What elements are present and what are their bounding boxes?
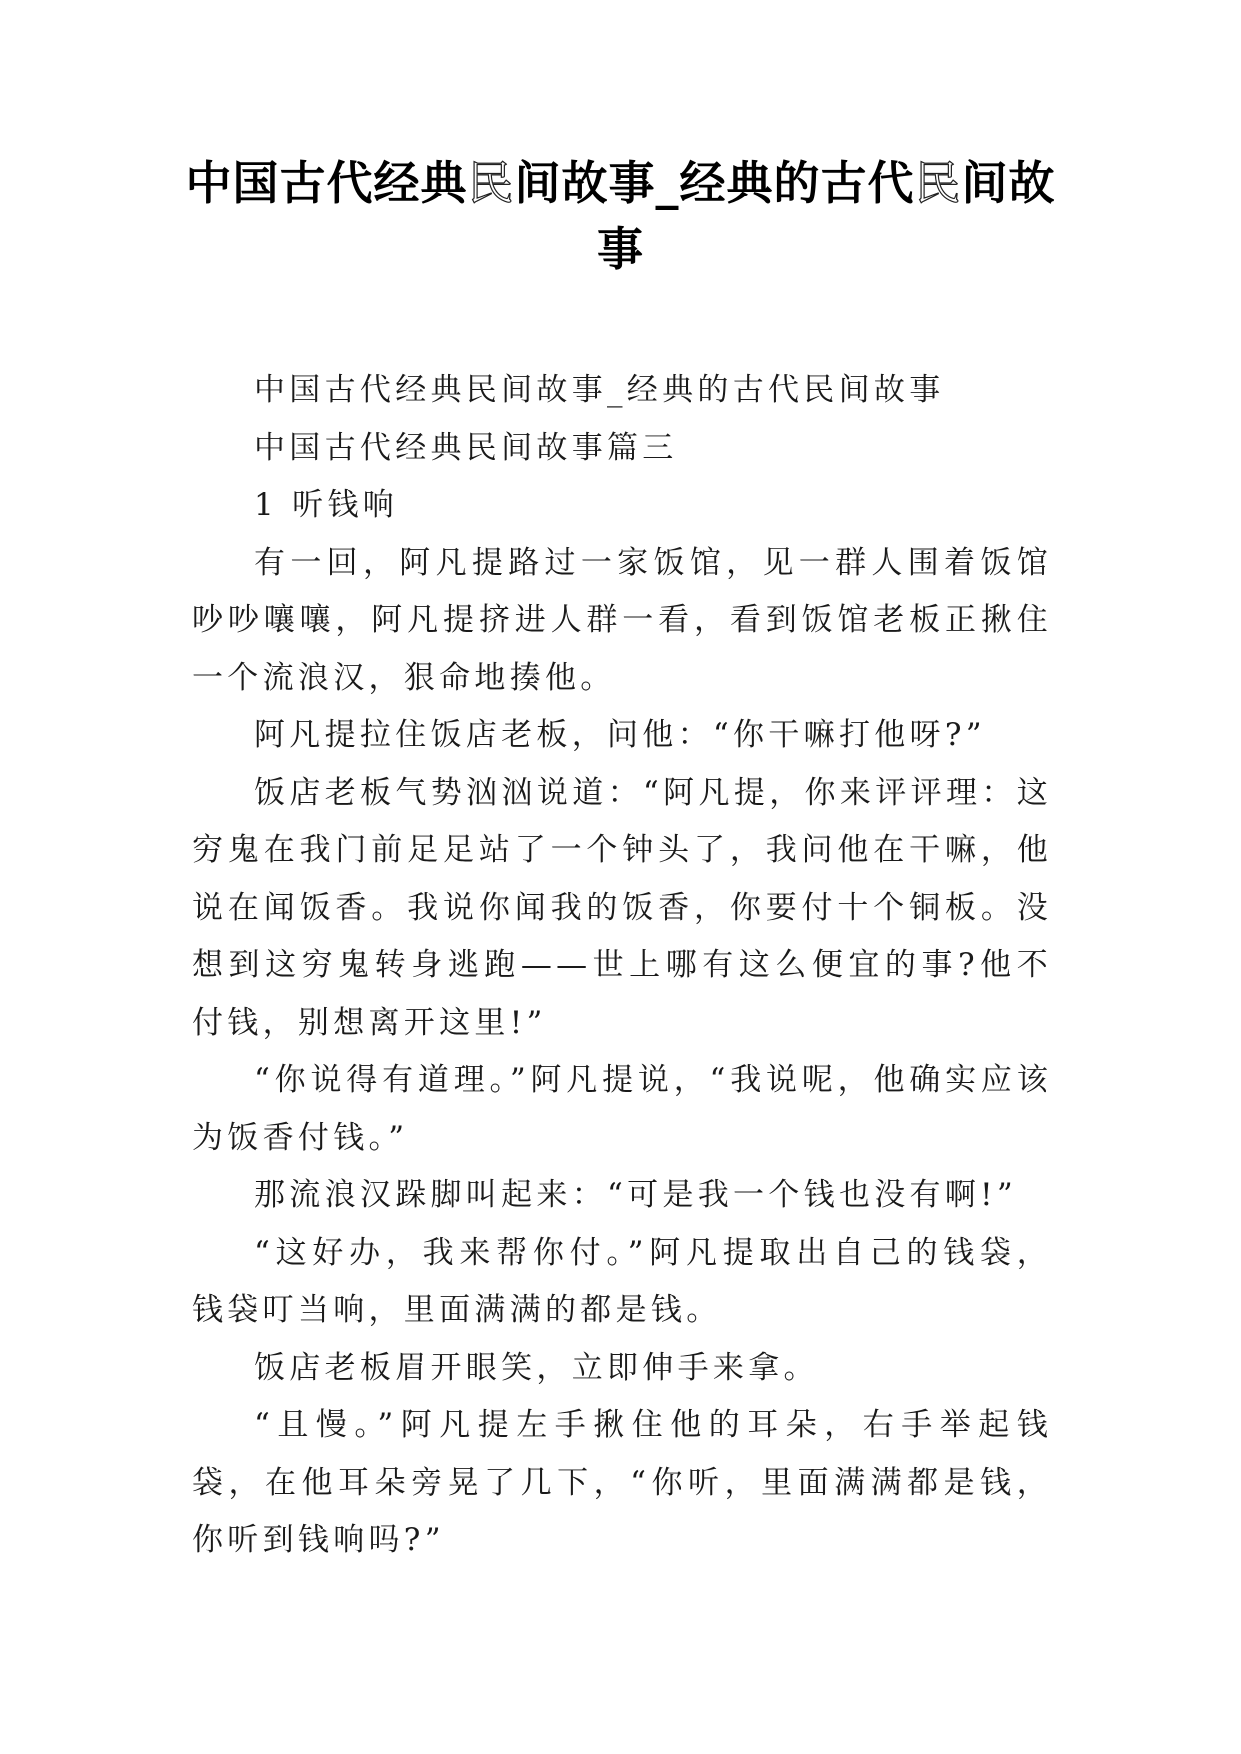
title-highlight-char: 民 [467,156,515,210]
title-text: 间故事 [597,156,1056,276]
body-paragraph: “这好办，我来帮你付。”阿凡提取出自己的钱袋，钱袋叮当响，里面满满的都是钱。 [192,1234,1052,1328]
document-body [192,362,1052,1570]
body-paragraph: “且慢。”阿凡提左手揪住他的耳朵，右手举起钱袋，在他耳朵旁晃了几下，“你听，里面满满都是钱，你听到钱响吗?” [192,1407,1052,1558]
body-paragraph: 阿凡提拉住饭店老板，问他：“你干嘛打他呀?” [254,717,986,753]
section-heading: 中国古代经典民间故事篇三 [254,429,678,466]
body-paragraph: 有一回，阿凡提路过一家饭馆，见一群人围着饭馆吵吵嚷嚷，阿凡提挤进人群一看，看到饭馆老板正揪住一个流浪汉，狠命地揍他。 [192,544,1052,696]
title-text: 间故事_经典的古代 [514,156,915,210]
body-paragraph: 那流浪汉跺脚叫起来：“可是我一个钱也没有啊!” [254,1177,1018,1213]
body-paragraph: “你说得有道理。”阿凡提说，“我说呢，他确实应该为饭香付钱。” [192,1062,1052,1156]
body-paragraph: 饭店老板气势汹汹说道：“阿凡提，你来评评理：这穷鬼在我门前足足站了一个钟头了，我问他在干嘛，他说在闻饭香。我说你闻我的饭香，你要付十个铜板。没想到这穷鬼转身逃跑——世上哪有这么便宜的事?他不付钱，别想离开这里!” [192,774,1052,1041]
document-title [180,150,1061,282]
title-text: 中国古代经典 [185,156,468,210]
subtitle-line: 中国古代经典民间故事_经典的古代民间故事 [254,372,945,408]
title-highlight-char: 民 [914,156,962,210]
body-paragraph: 饭店老板眉开眼笑，立即伸手来拿。 [254,1349,819,1386]
story-heading: 1 听钱响 [254,487,399,523]
